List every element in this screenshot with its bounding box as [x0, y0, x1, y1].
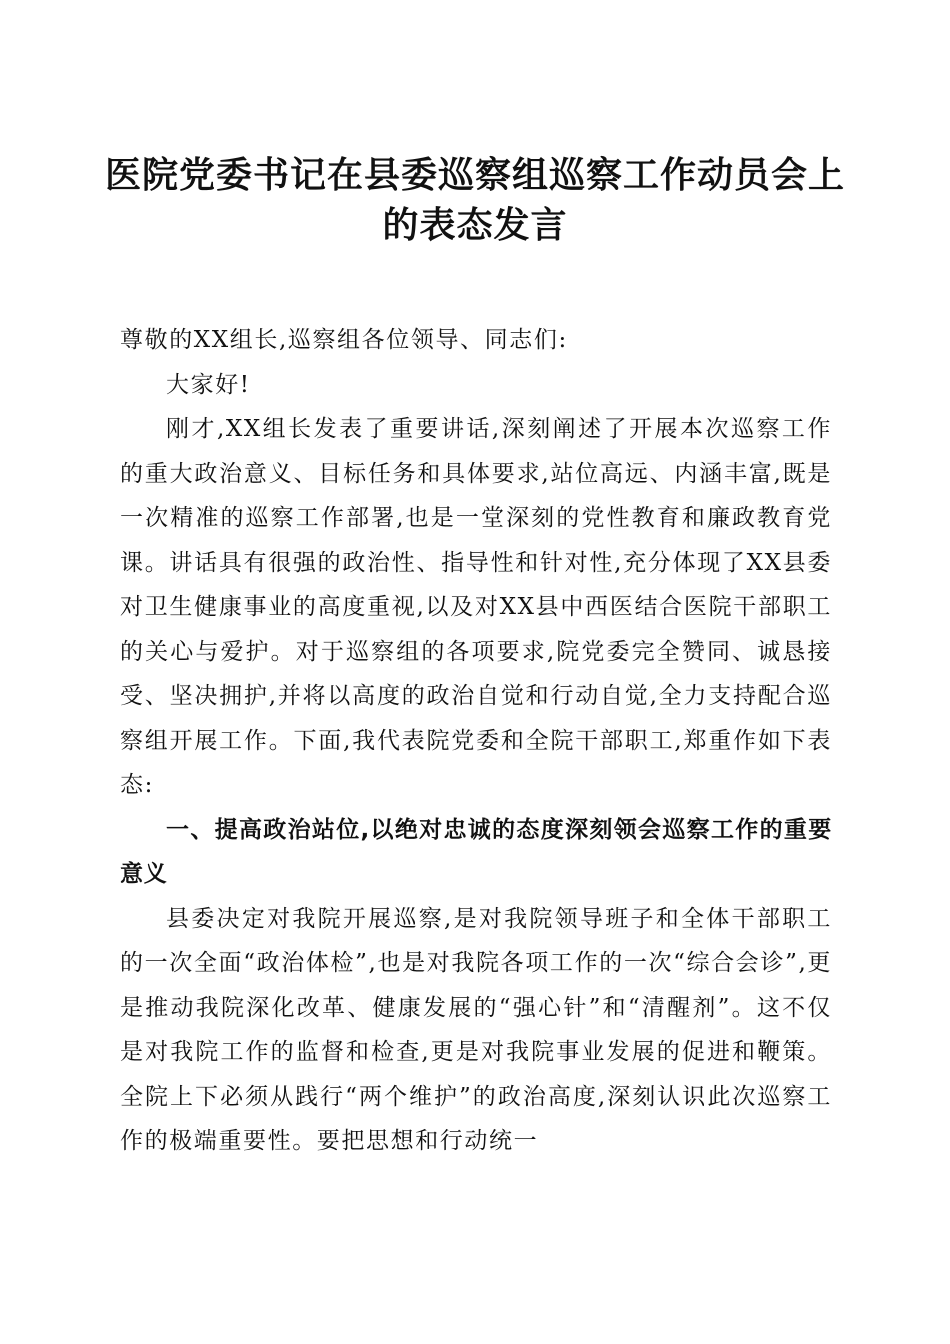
document-body [120, 318, 832, 1164]
greeting: 大家好! [166, 371, 251, 398]
section-heading-1: 一、提高政治站位,以绝对忠诚的态度深刻领会巡察工作的重要意义 [120, 816, 832, 887]
paragraph-section-1: 县委决定对我院开展巡察,是对我院领导班子和全体干部职工的一次全面“政治体检”,也是对我院各项工作的一次“综合会诊”,更是推动我院深化改革、健康发展的“强心针”和“清醒剂”。这不仅是对我院工作的监督和检查,更是对我院事业发展的促进和鞭策。全院上下必须从践行“两个维护”的政治高度,深刻认识此次巡察工作的极端重要性。要把思想和行动统一 [120, 905, 832, 1154]
document-title: 医院党委书记在县委巡察组巡察工作动员会上的表态发言 [104, 154, 845, 246]
salutation: 尊敬的XX组长,巡察组各位领导、同志们: [120, 327, 568, 353]
paragraph-opening: 刚才,XX组长发表了重要讲话,深刻阐述了开展本次巡察工作的重大政治意义、目标任务和具体要求,站位高远、内涵丰富,既是一次精准的巡察工作部署,也是一堂深刻的党性教育和廉政教育党课。讲话具有很强的政治性、指导性和针对性,充分体现了XX县委对卫生健康事业的高度重视,以及对XX县中西医结合医院干部职工的关心与爱护。对于巡察组的各项要求,院党委完全赞同、诚恳接受、坚决拥护,并将以高度的政治自觉和行动自觉,全力支持配合巡察组开展工作。下面,我代表院党委和全院干部职工,郑重作如下表态: [120, 416, 832, 798]
